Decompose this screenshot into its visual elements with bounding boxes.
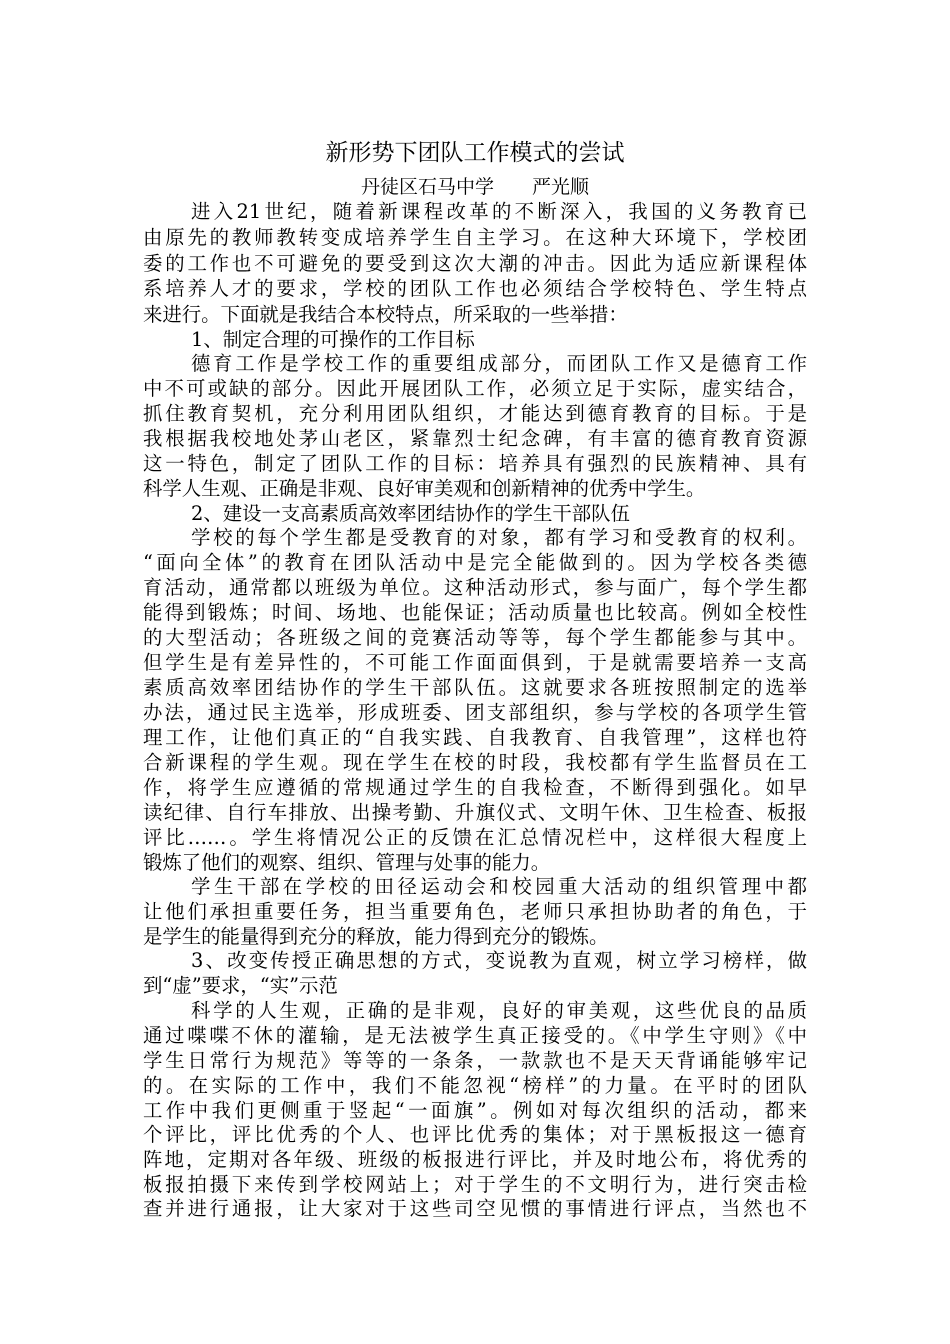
author-name: 严光顺 [532,176,590,198]
paragraph-line: 德育工作是学校工作的重要组成部分，而团队工作又是德育工作 [191,352,807,375]
paragraph-line: 作，将学生应遵循的常规通过学生的自我检查，不断得到强化。如早 [143,776,807,799]
paragraph-line: 学校的每个学生都是受教育的对象，都有学习和受教育的权利。 [191,526,807,549]
paragraph-line: 合新课程的学生观。现在学生在校的时段，我校都有学生监督员在工 [143,751,807,774]
author-school: 丹徒区石马中学 [360,176,494,198]
section-heading: 2、建设一支高素质高效率团结协作的学生干部队伍 [191,502,630,525]
paragraph-line: 是学生的能量得到充分的释放，能力得到充分的锻炼。 [143,925,609,948]
paragraph-line: 育活动，通常都以班级为单位。这种活动形式，参与面广，每个学生都 [143,576,807,599]
paragraph-line: 我根据我校地处茅山老区，紧靠烈士纪念碑，有丰富的德育教育资源 [143,427,807,450]
paragraph-line: 阵地，定期对各年级、班级的板报进行评比，并及时地公布，将优秀的 [143,1148,807,1171]
paragraph-line: 能得到锻炼；时间、场地、也能保证；活动质量也比较高。例如全校性 [143,601,807,624]
document-title: 新形势下团队工作模式的尝试 [325,140,625,166]
paragraph-line: 评比……。学生将情况公正的反馈在汇总情况栏中，这样很大程度上 [143,826,807,849]
paragraph-line: 的大型活动；各班级之间的竞赛活动等等，每个学生都能参与其中。 [143,626,807,649]
paragraph-line: 的。在实际的工作中，我们不能忽视“榜样”的力量。在平时的团队 [143,1074,807,1097]
paragraph-line: 但学生是有差异性的，不可能工作面面俱到，于是就需要培养一支高 [143,651,807,674]
paragraph-line: 抓住教育契机，充分利用团队组织，才能达到德育教育的目标。于是 [143,402,807,425]
paragraph-line: 锻炼了他们的观察、组织、管理与处事的能力。 [143,851,551,874]
section-heading: 3、改变传授正确思想的方式，变说教为直观，树立学习榜样，做 [191,949,807,972]
paragraph-line: 通过喋喋不休的灌输，是无法被学生真正接受的。《中学生守则》《中 [143,1024,807,1047]
paragraph-line: 来进行。下面就是我结合本校特点，所采取的一些举措： [143,303,628,326]
paragraph-line: 让他们承担重要任务，担当重要角色，老师只承担协助者的角色，于 [143,900,807,923]
paragraph-line: 科学的人生观，正确的是非观，良好的审美观，这些优良的品质 [191,999,807,1022]
section-heading: 到“虚”要求，“实”示范 [143,974,338,997]
paragraph-line: 查并进行通报，让大家对于这些司空见惯的事情进行评点，当然也不 [143,1197,807,1220]
paragraph-line: 中不可或缺的部分。因此开展团队工作，必须立足于实际，虚实结合， [143,377,807,400]
paragraph-line: 素质高效率团结协作的学生干部队伍。这就要求各班按照制定的选举 [143,676,807,699]
paragraph-line: 进入21世纪，随着新课程改革的不断深入，我国的义务教育已 [191,200,807,223]
paragraph-line: 读纪律、自行车排放、出操考勤、升旗仪式、文明午休、卫生检查、板报 [143,801,807,824]
paragraph-line: 学生日常行为规范》等等的一条条，一款款也不是天天背诵能够牢记 [143,1049,807,1072]
paragraph-line: 办法，通过民主选举，形成班委、团支部组织，参与学校的各项学生管 [143,701,807,724]
paragraph-line: 板报拍摄下来传到学校网站上；对于学生的不文明行为，进行突击检 [143,1173,807,1196]
paragraph-line: 学生干部在学校的田径运动会和校园重大活动的组织管理中都 [191,875,807,898]
paragraph-line: “面向全体”的教育在团队活动中是完全能做到的。因为学校各类德 [143,551,807,574]
paragraph-line: 这一特色，制定了团队工作的目标：培养具有强烈的民族精神、具有 [143,452,807,475]
author-byline [0,173,950,201]
paragraph-line: 科学人生观、正确是非观、良好审美观和创新精神的优秀中学生。 [143,477,706,500]
paragraph-line: 个评比，评比优秀的个人、也评比优秀的集体；对于黑板报这一德育 [143,1123,807,1146]
section-heading: 1、制定合理的可操作的工作目标 [191,328,475,351]
paragraph-line: 理工作，让他们真正的“自我实践、自我教育、自我管理”，这样也符 [143,726,807,749]
paragraph-line: 由原先的教师教转变成培养学生自主学习。在这种大环境下，学校团 [143,226,807,249]
paragraph-line: 委的工作也不可避免的要受到这次大潮的冲击。因此为适应新课程体 [143,252,807,275]
paragraph-line: 工作中我们更侧重于竖起“一面旗”。例如对每次组织的活动，都来 [143,1099,807,1122]
paragraph-line: 系培养人才的要求，学校的团队工作也必须结合学校特色、学生特点 [143,277,807,300]
